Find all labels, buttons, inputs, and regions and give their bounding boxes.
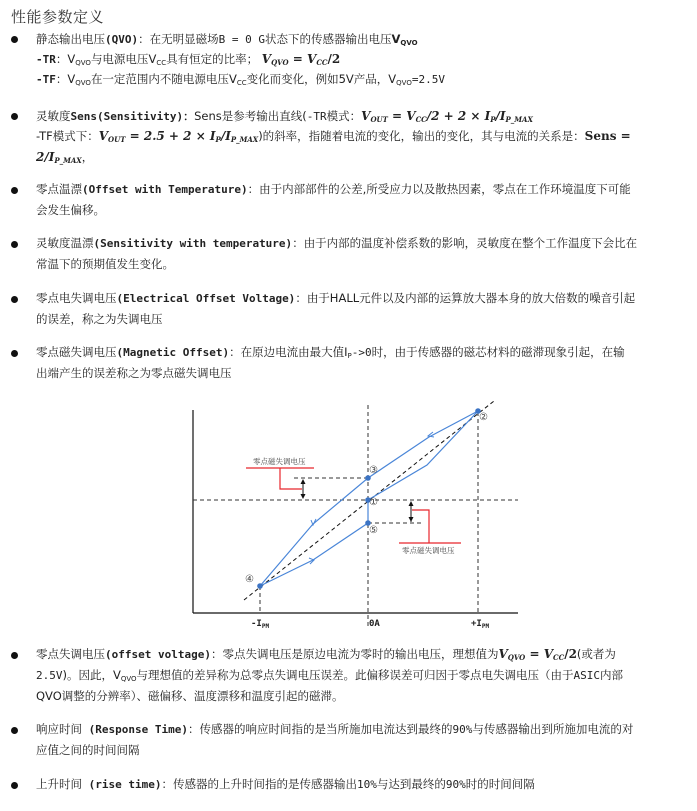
text: 的误差，称之为失调电压 [36, 312, 163, 326]
text: 时，由于传感器的磁芯材料的磁滞现象引起，在输 [371, 345, 625, 359]
math: Sens = [584, 129, 631, 143]
bullet-icon [11, 727, 18, 734]
math: V [261, 52, 272, 66]
v-sub: QVO [75, 79, 91, 87]
term-en: (QVO) [105, 33, 139, 46]
bullet-icon [11, 652, 18, 659]
vcc: V [148, 52, 157, 66]
text: 与电源电压 [90, 52, 149, 66]
term-en: (offset voltage) [105, 648, 211, 661]
term: 灵敏度 [36, 109, 71, 123]
text: (或者为 [576, 647, 616, 661]
text-mono: 90% [445, 778, 466, 791]
sep: ： [247, 182, 260, 196]
term-en: (rise time) [82, 778, 162, 791]
page-title: 性能参数定义 [11, 8, 105, 26]
line [36, 722, 633, 737]
text: 变化而变化，例如5V产品， [246, 72, 389, 86]
math: /2 [327, 52, 341, 66]
point-4 [257, 583, 263, 589]
text: )的斜率，指随着电流的变化，输出的变化，其与电流的关系是： [258, 129, 585, 143]
text: ， [81, 150, 94, 164]
vcc: V [228, 72, 237, 86]
line [36, 668, 623, 686]
text: 零点失调电压是原边电流为零时的输出电压，理想值为 [222, 647, 499, 661]
sep: ： [138, 32, 150, 46]
text: 由于内部的温度补偿系数的影响，灵敏度在整个工作温度下会比在 [303, 236, 638, 250]
x-tick-zero: 0A [369, 619, 380, 629]
math: V [361, 109, 371, 123]
point-label-1: ① [369, 497, 378, 508]
symbol: V [391, 32, 401, 46]
text-mono: 2.5V [36, 669, 63, 682]
point-3 [365, 475, 371, 481]
term-en: (Electrical Offset Voltage) [116, 292, 296, 305]
text-mono: ->0 [351, 346, 372, 359]
upper-label-leader [280, 468, 302, 489]
sep: ： [55, 52, 68, 66]
vcc-sub: CC [236, 79, 247, 87]
text-sub: QVO [120, 675, 137, 683]
line [36, 743, 140, 757]
text: 时的时间间隔 [465, 777, 535, 791]
v-sub: QVO [396, 79, 412, 87]
text: 与达到最终的 [376, 777, 446, 791]
point-label-4: ④ [245, 574, 254, 585]
sep: ： [187, 722, 200, 736]
math-sub: OUT [108, 135, 126, 144]
text: 由于内部部件的公差,所受应力以及散热因素，零点在工作环境温度下可能 [259, 182, 631, 196]
math: V [307, 52, 317, 66]
x-tick-minus-ipm: $-I_{PM}$ [251, 619, 270, 630]
text: 与理想值的差异称为总零点失调电压误差。此偏移误差可归因于零点电失调电压（由于 [136, 668, 574, 682]
term: 零点电失调电压 [36, 291, 117, 305]
term: 零点磁失调电压 [36, 345, 117, 359]
text: 会发生偏移。 [36, 203, 105, 217]
math-sub: P [215, 135, 221, 144]
text: )。因此，V [62, 668, 121, 682]
text-sub: P [347, 352, 352, 360]
text: 传感器的上升时间指的是传感器输出 [172, 777, 357, 791]
text-mono: -TR [306, 110, 327, 123]
symbol-sub: QVO [400, 39, 418, 47]
math-sub: OUT [370, 115, 388, 124]
point-label-3: ③ [369, 465, 378, 476]
x-tick-plus-ipm: $+I_{PM}$ [471, 619, 490, 630]
math-sub: P_MAX [505, 115, 533, 124]
term: 响应时间 [36, 722, 82, 736]
term: 灵敏度温漂 [36, 236, 94, 250]
text-mono: 10% [356, 778, 377, 791]
math-sub: P [490, 115, 496, 124]
term-en: (Sensitivity with temperature) [93, 237, 293, 250]
text-mono: B = 0 G [218, 33, 265, 46]
bullet-icon [11, 782, 18, 789]
math: = V [525, 647, 554, 661]
term: 零点失调电压 [36, 647, 105, 661]
text-mono: =2.5V [411, 73, 445, 86]
term: 零点温漂 [36, 182, 82, 196]
math: = V [387, 109, 416, 123]
math: /I [220, 129, 231, 143]
arrow-up-icon [409, 501, 414, 506]
text-mono: 90% [452, 723, 473, 736]
sep: ： [295, 291, 307, 305]
v-sub: QVO [75, 59, 91, 67]
math-sub: CC [553, 653, 565, 662]
line [36, 647, 616, 665]
text: 应值之间的时间间隔 [36, 743, 140, 757]
sep: ： [183, 110, 195, 123]
point-label-2: ② [479, 412, 488, 423]
math: /2 + 2 × I [426, 109, 491, 123]
math: /I [495, 109, 506, 123]
math: V [498, 647, 508, 661]
text: 在一定范围内不随电源电压 [90, 72, 229, 86]
term-en: Sens(Sensitivity) [70, 110, 184, 123]
text: 在原边电流由最大值I [240, 345, 348, 359]
text: 内部 [600, 668, 624, 682]
text: 与传感器输出到所施加电流的对 [472, 722, 634, 736]
text: 状态下的传感器输出电压 [264, 32, 392, 46]
math: = [288, 52, 307, 66]
line [36, 777, 535, 792]
math-sub: QVO [507, 653, 526, 662]
lower-offset-label: 零点磁失调电压 [402, 546, 455, 555]
term: 上升时间 [36, 777, 82, 791]
text: -TF模式下： [36, 129, 99, 143]
math-sub: CC [316, 58, 328, 67]
sep: ： [229, 345, 241, 359]
v: V [67, 72, 76, 86]
math: 2/I [36, 150, 55, 164]
term: 静态输出电压 [36, 32, 105, 46]
sep: ： [55, 72, 68, 86]
math-sub: CC [415, 115, 427, 124]
sep: ： [161, 777, 173, 791]
vcc-sub: CC [156, 59, 167, 67]
v: V [388, 72, 397, 86]
term-en: (Magnetic Offset) [116, 346, 230, 359]
text: 具有恒定的比率； [166, 52, 259, 66]
text: 模式： [326, 109, 362, 123]
math: /2 [564, 647, 577, 661]
math: V [98, 129, 109, 143]
arrow-down-icon [409, 517, 414, 522]
math: = 2.5 + 2 × I [125, 129, 216, 143]
lower-label-leader [412, 510, 429, 543]
math-sub: P_MAX [230, 135, 259, 144]
text-mono: ASIC [573, 669, 601, 682]
text: 出端产生的误差称之为零点磁失调电压 [36, 366, 232, 380]
point-label-5: ⑤ [369, 525, 378, 536]
sep: ： [210, 647, 223, 661]
upper-offset-label: 零点磁失调电压 [253, 457, 306, 466]
text: 常温下的预期值发生变化。 [36, 257, 174, 271]
sep: ： [292, 236, 304, 250]
math-sub: P_MAX [54, 156, 82, 165]
text: 传感器的响应时间指的是当所施加电流达到最终的 [199, 722, 453, 736]
term-en: (Offset with Temperature) [82, 183, 248, 196]
tr-label: -TR [36, 53, 56, 66]
text: QVO调整的分辨率）、磁偏移、温度漂移和温度引起的磁滞。 [36, 689, 344, 703]
arrow-down-icon [301, 494, 306, 499]
arrow-up-icon [301, 479, 306, 484]
text: 在无明显磁场 [149, 32, 219, 46]
line [36, 689, 344, 703]
tf-label: -TF [36, 73, 56, 86]
text: 由于HALL元件以及内部的运算放大器本身的放大倍数的噪音引起 [306, 291, 636, 305]
text: Sens是参考输出直线( [194, 109, 307, 123]
term-en: (Response Time) [82, 723, 188, 736]
v: V [67, 52, 76, 66]
math-sub: QVO [271, 58, 289, 67]
